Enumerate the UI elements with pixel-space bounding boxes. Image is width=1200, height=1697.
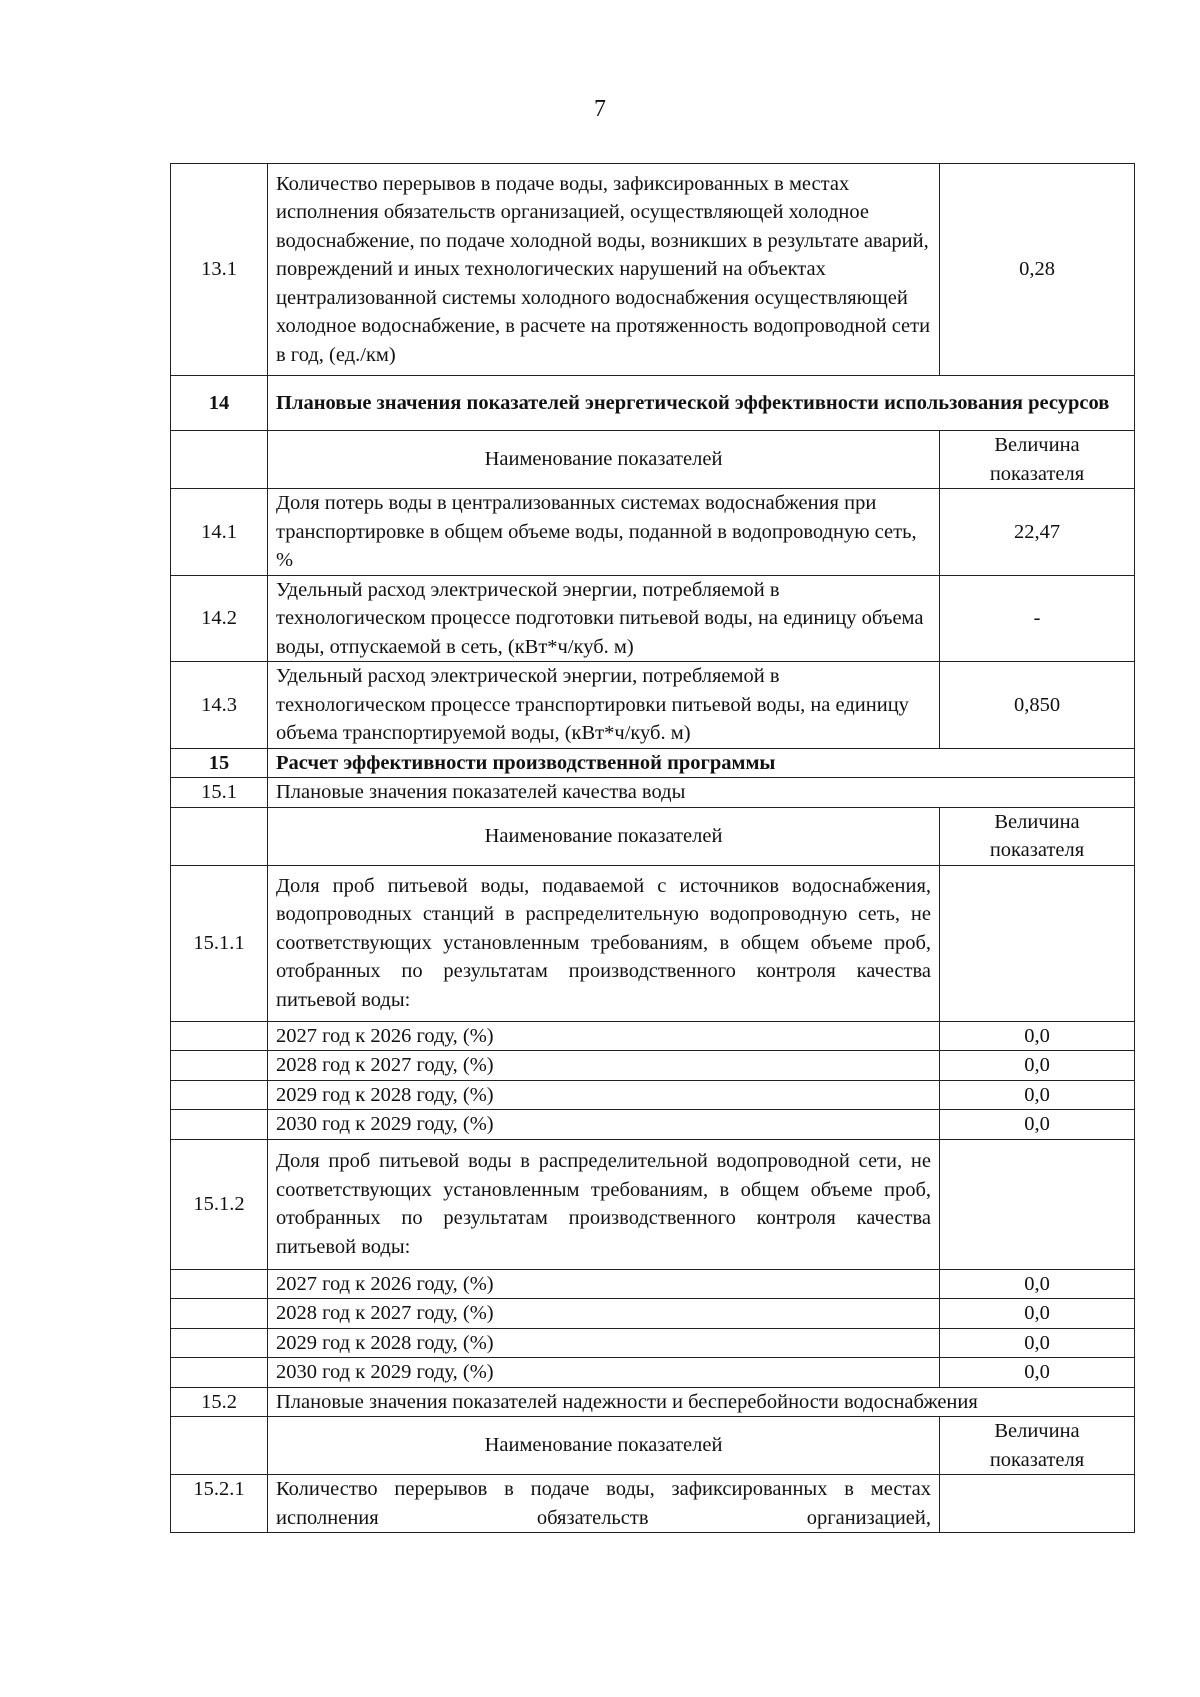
year-row: [171, 1021, 1135, 1051]
section-title: Расчет эффективности производственной программы: [268, 748, 1135, 778]
year-row: [171, 1051, 1135, 1081]
subsection-row: [171, 778, 1135, 808]
year-value: 0,0: [940, 1080, 1135, 1110]
column-header-value: Величина показателя: [940, 1417, 1135, 1475]
indicator-value: -: [940, 575, 1135, 662]
indicator-name: Доля проб питьевой воды в распределительной водопроводной сети, не соответствующих установленным требованиям, в общем объеме проб, отобранных по результатам производственного контроля качества питьевой воды:: [268, 1139, 940, 1269]
year-value: 0,0: [940, 1110, 1135, 1140]
subsection-row: [171, 1387, 1135, 1417]
row-number: 15.1.2: [171, 1139, 268, 1269]
indicators-table: [170, 163, 1135, 1533]
row-number: 14.3: [171, 662, 268, 749]
year-label: 2029 год к 2028 году, (%): [268, 1080, 940, 1110]
header-row: [171, 807, 1135, 865]
year-value: 0,0: [940, 1021, 1135, 1051]
empty-cell: [171, 431, 268, 489]
indicator-value: 22,47: [940, 489, 1135, 576]
empty-cell: [171, 1358, 268, 1388]
indicator-value: [940, 1139, 1135, 1269]
indicator-value: 0,850: [940, 662, 1135, 749]
empty-cell: [171, 1328, 268, 1358]
empty-cell: [171, 1417, 268, 1475]
empty-cell: [171, 1051, 268, 1081]
section-title: Плановые значения показателей качества воды: [268, 778, 1135, 808]
year-label: 2027 год к 2026 году, (%): [268, 1269, 940, 1299]
empty-cell: [171, 1269, 268, 1299]
section-row: [171, 748, 1135, 778]
year-value: 0,0: [940, 1328, 1135, 1358]
year-value: 0,0: [940, 1269, 1135, 1299]
row-number: 13.1: [171, 164, 268, 376]
year-row: [171, 1358, 1135, 1388]
indicator-name: Доля потерь воды в централизованных системах водоснабжения при транспортировке в общем объеме воды, поданной в водопроводную сеть, %: [268, 489, 940, 576]
row-number: 15.1.1: [171, 865, 268, 1021]
year-value: 0,0: [940, 1051, 1135, 1081]
empty-cell: [171, 1080, 268, 1110]
row-number: 14.1: [171, 489, 268, 576]
year-row: [171, 1299, 1135, 1329]
year-row: [171, 1269, 1135, 1299]
indicator-name: Удельный расход электрической энергии, потребляемой в технологическом процессе подготовки питьевой воды, на единицу объема воды, отпускаемой в сеть, (кВт*ч/куб. м): [268, 575, 940, 662]
year-value: 0,0: [940, 1299, 1135, 1329]
section-number: 15: [171, 748, 268, 778]
year-label: 2029 год к 2028 году, (%): [268, 1328, 940, 1358]
empty-cell: [171, 1021, 268, 1051]
section-row: [171, 376, 1135, 431]
indicator-name: Количество перерывов в подаче воды, зафиксированных в местах исполнения обязательств организацией,: [268, 1475, 940, 1533]
section-title: Плановые значения показателей энергетической эффективности использования ресурсов: [268, 376, 1135, 431]
year-label: 2028 год к 2027 году, (%): [268, 1299, 940, 1329]
table-row: [171, 164, 1135, 376]
page-number: 7: [594, 96, 606, 122]
year-label: 2030 год к 2029 году, (%): [268, 1110, 940, 1140]
section-number: 14: [171, 376, 268, 431]
indicator-value: [940, 865, 1135, 1021]
empty-cell: [171, 1110, 268, 1140]
year-label: 2028 год к 2027 году, (%): [268, 1051, 940, 1081]
year-label: 2030 год к 2029 году, (%): [268, 1358, 940, 1388]
table-row: [171, 1475, 1135, 1533]
year-value: 0,0: [940, 1358, 1135, 1388]
empty-cell: [171, 807, 268, 865]
row-number: 14.2: [171, 575, 268, 662]
table-row: [171, 489, 1135, 576]
section-number: 15.2: [171, 1387, 268, 1417]
header-row: [171, 431, 1135, 489]
column-header-name: Наименование показателей: [268, 1417, 940, 1475]
column-header-name: Наименование показателей: [268, 431, 940, 489]
table-row: [171, 1139, 1135, 1269]
row-number: 15.2.1: [171, 1475, 268, 1533]
year-label: 2027 год к 2026 году, (%): [268, 1021, 940, 1051]
column-header-name: Наименование показателей: [268, 807, 940, 865]
table-row: [171, 575, 1135, 662]
year-row: [171, 1328, 1135, 1358]
column-header-value: Величина показателя: [940, 431, 1135, 489]
column-header-value: Величина показателя: [940, 807, 1135, 865]
indicator-name: Количество перерывов в подаче воды, зафиксированных в местах исполнения обязательств организацией, осуществляющей холодное водоснабжение, по подаче холодной воды, возникших в результате аварий, повреждений и иных технологических нарушений на объектах централизованной системы холодного водоснабжения осуществляющей холодное водоснабжение, в расчете на протяженность водопроводной сети в год, (ед./км): [268, 164, 940, 376]
table-row: [171, 865, 1135, 1021]
section-title: Плановые значения показателей надежности и бесперебойности водоснабжения: [268, 1387, 1135, 1417]
indicator-value: [940, 1475, 1135, 1533]
indicator-name: Доля проб питьевой воды, подаваемой с источников водоснабжения, водопроводных станций в распределительную водопроводную сеть, не соответствующих установленным требованиям, в общем объеме проб, отобранных по результатам производственного контроля качества питьевой воды:: [268, 865, 940, 1021]
section-number: 15.1: [171, 778, 268, 808]
empty-cell: [171, 1299, 268, 1329]
indicator-name: Удельный расход электрической энергии, потребляемой в технологическом процессе транспортировки питьевой воды, на единицу объема транспортируемой воды, (кВт*ч/куб. м): [268, 662, 940, 749]
table-row: [171, 662, 1135, 749]
indicator-value: 0,28: [940, 164, 1135, 376]
year-row: [171, 1080, 1135, 1110]
header-row: [171, 1417, 1135, 1475]
year-row: [171, 1110, 1135, 1140]
